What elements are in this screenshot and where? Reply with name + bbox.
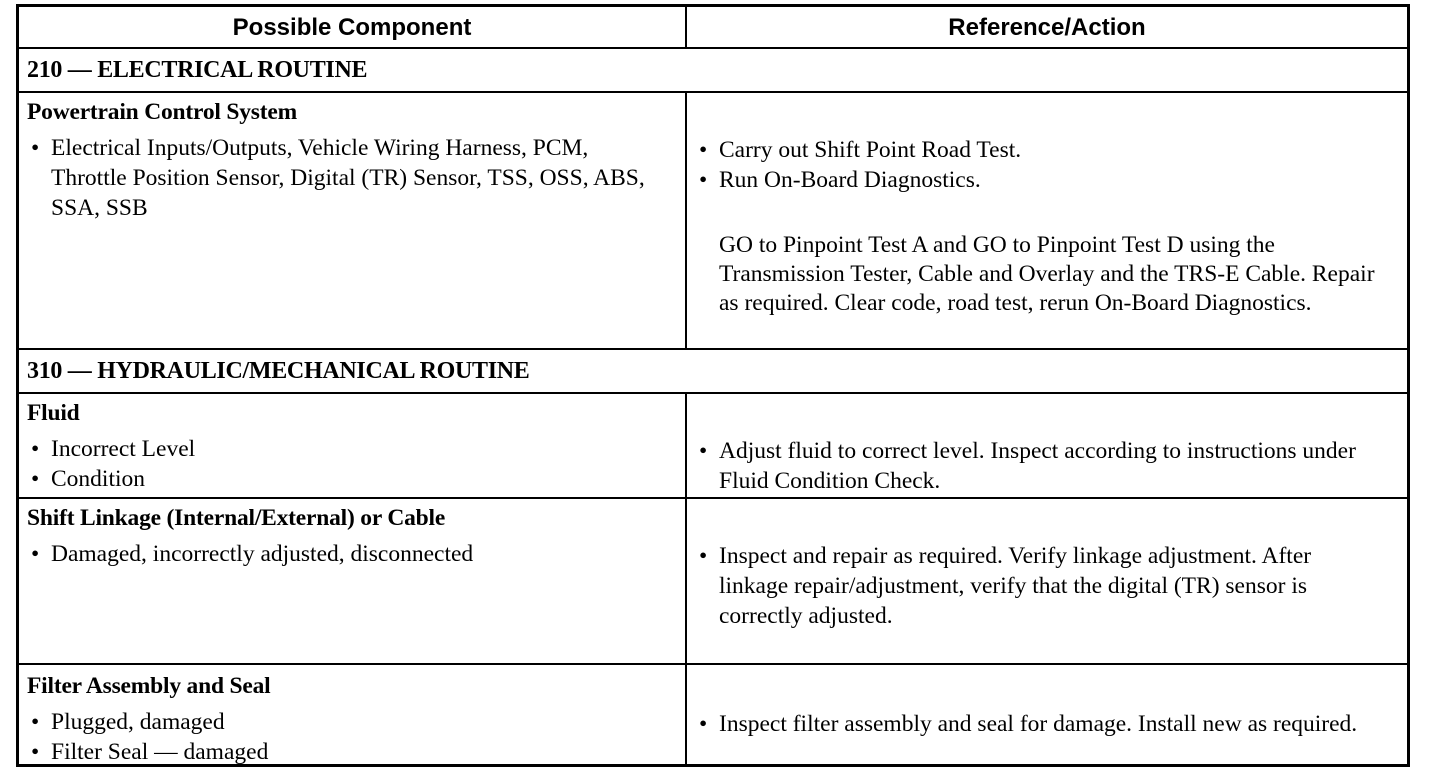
component-list (27, 133, 647, 223)
component-title: Shift Linkage (Internal/External) or Cable (27, 505, 446, 531)
action-note: GO to Pinpoint Test A and GO to Pinpoint Test D using the Transmission Tester, Cable and Overlay and the TRS-E Cable. Repair as required. Clear code, road test, rerun On-Board Diagnostics. (719, 232, 1375, 316)
table-row (19, 665, 1407, 767)
header-possible-component: Possible Component (232, 14, 472, 41)
list-item: • Run On-Board Diagnostics. (695, 165, 1395, 195)
header-reference-action: Reference/Action (948, 14, 1146, 41)
action-list (695, 541, 1385, 631)
section-heading (19, 350, 1407, 394)
list-item: • Plugged, damaged (27, 707, 647, 737)
component-list (27, 539, 667, 569)
action-list (695, 436, 1395, 496)
list-item: • Adjust fluid to correct level. Inspect according to instructions under Fluid Condition Check. (695, 436, 1395, 496)
list-item: • Filter Seal — damaged (27, 737, 647, 767)
list-item: • Condition (27, 464, 647, 494)
list-item: • Damaged, incorrectly adjusted, disconnected (27, 539, 667, 569)
section-title: 310 — HYDRAULIC/MECHANICAL ROUTINE (27, 358, 530, 384)
section-heading (19, 49, 1407, 93)
list-item: • Inspect filter assembly and seal for damage. Install new as required. (695, 709, 1385, 739)
component-list (27, 434, 647, 494)
list-item: • Incorrect Level (27, 434, 647, 464)
list-item: • Electrical Inputs/Outputs, Vehicle Wiring Harness, PCM, Throttle Position Sensor, Digital (TR) Sensor, TSS, OSS, ABS, SSA, SSB (27, 133, 647, 223)
action-list (695, 709, 1385, 739)
table-header (19, 7, 1407, 49)
component-title: Filter Assembly and Seal (27, 673, 271, 699)
section-title: 210 — ELECTRICAL ROUTINE (27, 57, 368, 83)
component-list (27, 707, 647, 767)
table-row (19, 394, 1407, 499)
list-item: • Inspect and repair as required. Verify linkage adjustment. After linkage repair/adjustment, verify that the digital (TR) sensor is correctly adjusted. (695, 541, 1385, 631)
component-title: Fluid (27, 400, 80, 426)
diagnostic-table (16, 4, 1410, 767)
action-list (695, 135, 1395, 195)
component-title: Powertrain Control System (27, 99, 297, 125)
table-row (19, 93, 1407, 350)
table-row (19, 499, 1407, 665)
list-item: • Carry out Shift Point Road Test. (695, 135, 1395, 165)
